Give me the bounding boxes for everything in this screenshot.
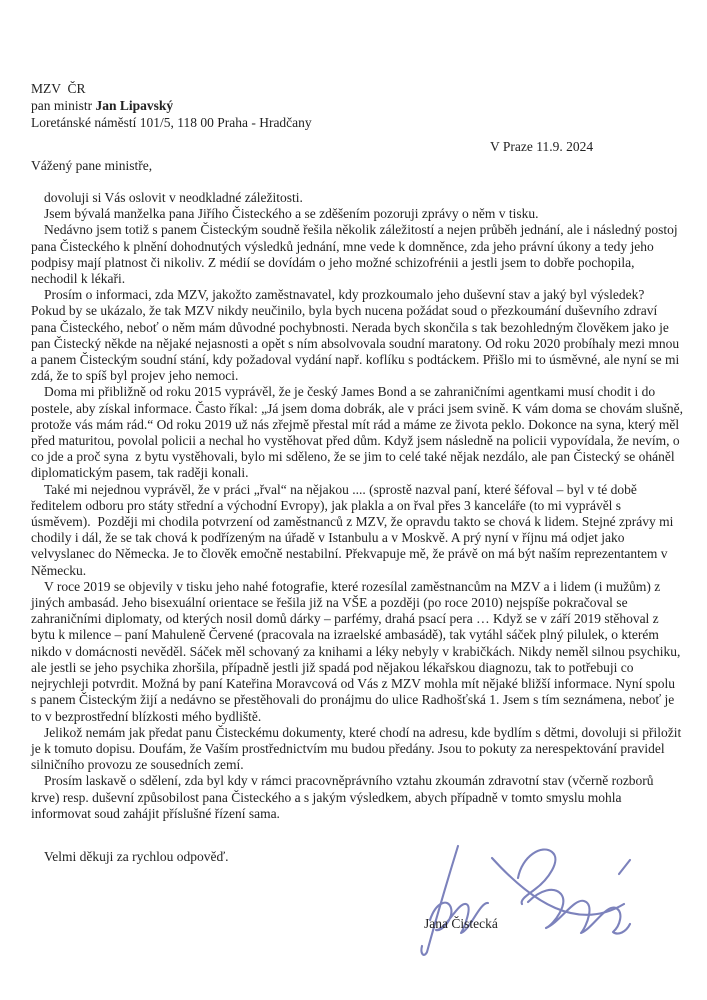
body-paragraph: Prosím o informaci, zda MZV, jakožto zaměstnavatel, kdy prozkoumalo jeho duševní stav a jaký byl výsledek? Pokud by se ukázalo, že tak MZV nikdy neučinilo, byla bych nucena požádat soud o přezkoumání duševního zdraví pana Čisteckého, neboť o něm mám důvodné pochybnosti. Nerada bych skončila s tak bezohledným člověkem jako je pan Čistecký někde na nějaké nejasnosti a opět s ním absolvovala soudní maratony. Od roku 2020 probíhaly mezi mnou a panem Čisteckým soudní stání, kdy požadoval vydání např. koflíku s podtáckem. Přišlo mi to úsměvné, ale nyní se mi zdá, že to spíš byl projev jeho nemoci. [31, 287, 683, 384]
recipient-minister-line [31, 97, 683, 114]
recipient-address: Loretánské náměstí 101/5, 118 00 Praha - Hradčany [31, 115, 312, 130]
body-paragraph: Prosím laskavě o sdělení, zda byl kdy v rámci pracovněprávního vztahu zkoumán zdravotní stav (včerně rozborů krve) resp. duševní způsobilost pana Čisteckého a s jakým výsledkem, abych případně v tomto smyslu mohla informovat soud zahájit příslušné řízení sama. [31, 773, 657, 821]
date-line: V Praze 11.9. 2024 [490, 139, 594, 154]
body-paragraph: Nedávno jsem totiž s panem Čisteckým soudně řešila několik záležitostí a nejen průběh jednání, ale i následný postoj pana Čisteckého k plnění dohodnutých výsledků jednání, mne vede k domněnce, zda jeho právní úkony a tedy jeho podpisy mají platnost či nikoliv. Z médií se dovídám o jeho možné schizofrénii a jestli jsem to dobře pochopila, nechodil k lékaři. [31, 222, 681, 287]
signature-printed-name: Jana Čistecká [424, 916, 498, 931]
letter-body [31, 190, 687, 822]
body-paragraph: V roce 2019 se objevily v tisku jeho nahé fotografie, které rozesílal zaměstnancům na MZV a i lidem (i mužům) z jiných ambasád. Jeho bisexuální orientace se řešila již na VŠE a později (po roce 2010) nejspíše pokračoval se zahraničními diplomaty, od kterých nosil domů dárky – parfémy, drahá psací pera … Když se v září 2019 stěhoval z bytu k milence – paní Mahuleně Červené (pracovala na izraelské ambasádě), tak vytáhl sáček plný pilulek, o kterém nikdo v domácnosti nevěděl. Sáček měl schovaný za knihami a léky nebyly v krabičkách. Nikdy neměl silnou psychiku, ale jestli se jeho psychika zhoršila, případně jestli již spadá pod nějakou lékařskou diagnozu, tak to potřebuji co nejrychleji potvrdit. Možná by paní Kateřina Moravcová od Vás z MZV mohla mít nějaké bližší informace. Nyní spolu s panem Čisteckým žijí a nedávno se přestěhovali do pronájmu do ulice Radhošťská 1. Jsem s tím seznámena, neboť je to v bezprostřední blízkosti mého bydliště. [31, 578, 684, 724]
body-paragraph: Jelikož nemám jak předat panu Čisteckému dokumenty, které chodí na adresu, kde bydlím s dětmi, dovoluji si přiložit je k tomuto dopisu. Doufám, že Vaším prostřednictvím mu budou předány. Jsou to pokuty za nerespektování pravidel silničního provozu ze sousedních zemí. [31, 724, 685, 773]
salutation: Vážený pane ministře, [31, 158, 153, 173]
body-paragraph: Jsem bývalá manželka pana Jiřího Čisteckého a se zděšením pozoruji zprávy o něm v tisku. [44, 206, 539, 222]
body-paragraph: Doma mi přibližně od roku 2015 vyprávěl, že je český James Bond a se zahraničními agentkami musí chodit i do postele, aby získal informace. Často říkal: „Já jsem doma dobrák, ale v práci jsem svině. K vám doma se chovám slušně, protože vás mám rád.“ Od roku 2019 už nás zřejmě přestal mít rád a máme ze života peklo. Dokonce na syna, který měl před maturitou, povolal policii a nechal ho vystěhovat před dům. Když jsem následně na policii vypovídala, že nevím, o co jde a proč syna z bytu vystěhovali, bylo mi sděleno, že se jim to celé také nějak nezdálo, ale pan Čistecký se oháněl diplomatickým pasem, tak raději konali. [31, 384, 687, 481]
recipient-block [31, 80, 683, 131]
recipient-minister-name: Jan Lipavský [95, 98, 174, 113]
body-paragraph: dovoluji si Vás oslovit v neodkladné záležitosti. [44, 190, 303, 205]
signature-block [372, 840, 642, 960]
recipient-org: MZV ČR [31, 81, 86, 96]
recipient-minister-prefix: pan ministr [31, 98, 96, 113]
closing-line: Velmi děkuji za rychlou odpověď. [44, 848, 229, 864]
body-paragraph: Také mi nejednou vyprávěl, že v práci „řval“ na nějakou .... (sprostě nazval paní, které šéfoval – byl v té době ředitelem odboru pro státy střední a východní Evropy), jak plakla a on řval přes 3 kanceláře (to mi vyprávěl s úsměvem). Později mi chodila potvrzení od zaměstnanců z MZV, že opravdu takto se chová k lidem. Stejné zprávy mi chodily i dál, že se tak chová k podřízeným na úřadě v Istanbulu a v Moskvě. A prý nyní v říjnu má odjet jako velvyslanec do Německa. Je to člověk emočně nestabilní. Překvapuje mě, že právě on má být naším reprezentantem v Německu. [31, 481, 677, 578]
handwritten-signature-icon [372, 840, 642, 960]
